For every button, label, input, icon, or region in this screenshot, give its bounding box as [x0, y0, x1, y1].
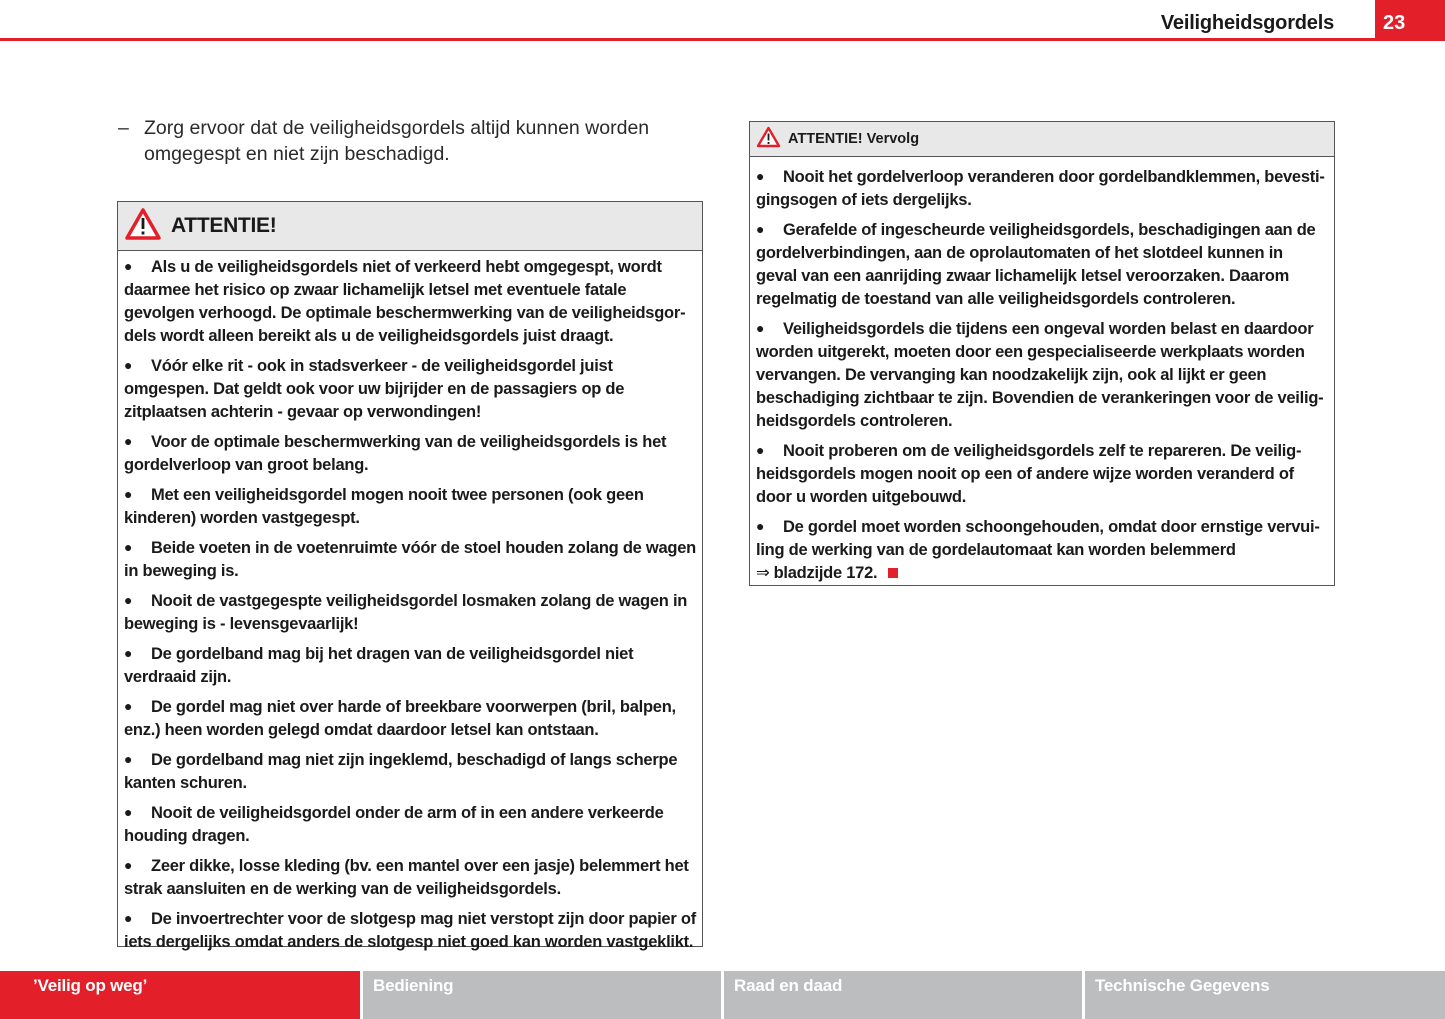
bullet-icon: ● — [756, 518, 765, 534]
chapter-nav — [0, 971, 1445, 1019]
end-of-section-icon — [888, 568, 898, 578]
page-reference-text: bladzijde 172. — [773, 564, 878, 582]
warning-triangle-icon — [124, 207, 162, 246]
warning-header — [750, 122, 1334, 157]
bullet-icon: ● — [124, 258, 133, 274]
warning-item: ● Veiligheidsgordels die tijdens een ongeval worden belast en daardoor worden uitgerekt, moeten door een gespecialiseerde werkplaats worden vervangen. De vervanging kan noodzakelijk zijn, ook al lijkt er geen beschadiging zichtbaar te zijn. Bovendien de verankeringen voor de veiligheidsgordels controleren. — [756, 317, 1328, 433]
warning-title: ATTENTIE! — [171, 214, 277, 237]
chapter-tab-veilig-op-weg[interactable]: ’Veilig op weg’ — [0, 971, 360, 1019]
warning-item: ● Nooit de veiligheidsgordel onder de arm of in een andere verkeerde houding dragen. — [124, 801, 696, 848]
bullet-icon: ● — [124, 698, 133, 714]
warning-item: ● Vóór elke rit - ook in stadsverkeer - de veiligheidsgordel juist omgespen. Dat geldt ook voor uw bijrijder en de passagiers op de zitplaatsen achterin - gevaar op verwondingen! — [124, 354, 696, 424]
warning-item: ● De gordel moet worden schoongehouden, omdat door ernstige vervuiling de werking van de gordelautomaat kan worden belemmerd ⇒ bladzijde 172. — [756, 515, 1328, 585]
chapter-tab-technische-gegevens[interactable]: Technische Gegevens — [1085, 971, 1445, 1019]
warning-item: ● Nooit de vastgegespte veiligheidsgordel losmaken zolang de wagen in beweging is - levensgevaarlijk! — [124, 589, 696, 636]
bullet-icon: ● — [756, 442, 765, 458]
arrow-right-icon: ⇒ — [756, 564, 770, 582]
warning-item: ● Zeer dikke, losse kleding (bv. een mantel over een jasje) belemmert het strak aansluiten en de werking van de veiligheidsgordels. — [124, 854, 696, 901]
bullet-icon: ● — [124, 751, 133, 767]
page-number: 23 — [1383, 12, 1406, 34]
header-rule — [0, 38, 1445, 41]
bullet-icon: ● — [124, 357, 133, 373]
bullet-icon: ● — [124, 433, 133, 449]
warning-title: ATTENTIE! Vervolg — [788, 131, 920, 147]
warning-item: ● Beide voeten in de voetenruimte vóór de stoel houden zolang de wagen in beweging is. — [124, 536, 696, 583]
intro-text: Zorg ervoor dat de veiligheidsgordels altijd kunnen worden omgegespt en niet zijn beschadigd. — [144, 117, 650, 165]
warning-box — [117, 201, 703, 951]
warning-item: ● Voor de optimale beschermwerking van de veiligheidsgordels is het gordelverloop van groot belang. — [124, 430, 696, 477]
warning-triangle-icon — [756, 126, 781, 153]
bullet-icon: ● — [124, 539, 133, 555]
bullet-icon: ● — [124, 804, 133, 820]
intro-list-item — [118, 116, 698, 167]
warning-item: ● Gerafelde of ingescheurde veiligheidsgordels, beschadigingen aan de gordelverbindingen, aan de oprolautomaten of het slotdeel kunnen in geval van een aanrijding zwaar lichamelijk letsel veroorzaken. Daarom regelmatig de toestand van alle veiligheidsgordels controleren. — [756, 218, 1328, 311]
warning-item: ● Als u de veiligheidsgordels niet of verkeerd hebt omgegespt, wordt daarmee het risico op zwaar lichamelijk letsel met eventuele fatale gevolgen verhoogd. De optimale beschermwerking van de veiligheidsgordels wordt alleen bereikt als u de veiligheidsgordels juist draagt. — [124, 255, 696, 348]
warning-item: ● Met een veiligheidsgordel mogen nooit twee personen (ook geen kinderen) worden vastgegespt. — [124, 483, 696, 530]
section-title: Veiligheidsgordels — [1160, 12, 1334, 34]
page-reference-link[interactable] — [756, 564, 882, 582]
bullet-icon: ● — [756, 221, 765, 237]
bullet-icon: ● — [756, 168, 765, 184]
warning-item: ● Nooit proberen om de veiligheidsgordels zelf te repareren. De veiligheidsgordels mogen nooit op een of andere wijze worden veranderd of door u worden uitgebouwd. — [756, 439, 1328, 509]
chapter-tab-bediening[interactable]: Bediening — [363, 971, 721, 1019]
warning-item: ● De gordelband mag bij het dragen van de veiligheidsgordel niet verdraaid zijn. — [124, 642, 696, 689]
warning-item: ● De gordel mag niet over harde of breekbare voorwerpen (bril, balpen, enz.) heen worden gelegd omdat daardoor letsel kan ontstaan. — [124, 695, 696, 742]
warning-item: ● De invoertrechter voor de slotgesp mag niet verstopt zijn door papier of iets dergelijks omdat anders de slotgesp niet goed kan worden vastgeklikt. — [124, 907, 696, 954]
warning-item: ● Nooit het gordelverloop veranderen door gordelbandklemmen, bevestigingsogen of iets dergelijks. — [756, 165, 1328, 212]
chapter-tab-raad-en-daad[interactable]: Raad en daad — [724, 971, 1082, 1019]
warning-list — [118, 251, 702, 960]
warning-list — [750, 157, 1334, 591]
warning-header — [118, 202, 702, 251]
bullet-icon: ● — [124, 645, 133, 661]
bullet-icon: ● — [124, 910, 133, 926]
bullet-icon: ● — [124, 857, 133, 873]
bullet-icon: ● — [124, 592, 133, 608]
warning-item: ● De gordelband mag niet zijn ingeklemd, beschadigd of langs scherpe kanten schuren. — [124, 748, 696, 795]
dash-marker: – — [118, 117, 129, 139]
warning-continued-box — [749, 121, 1335, 586]
bullet-icon: ● — [756, 320, 765, 336]
bullet-icon: ● — [124, 486, 133, 502]
